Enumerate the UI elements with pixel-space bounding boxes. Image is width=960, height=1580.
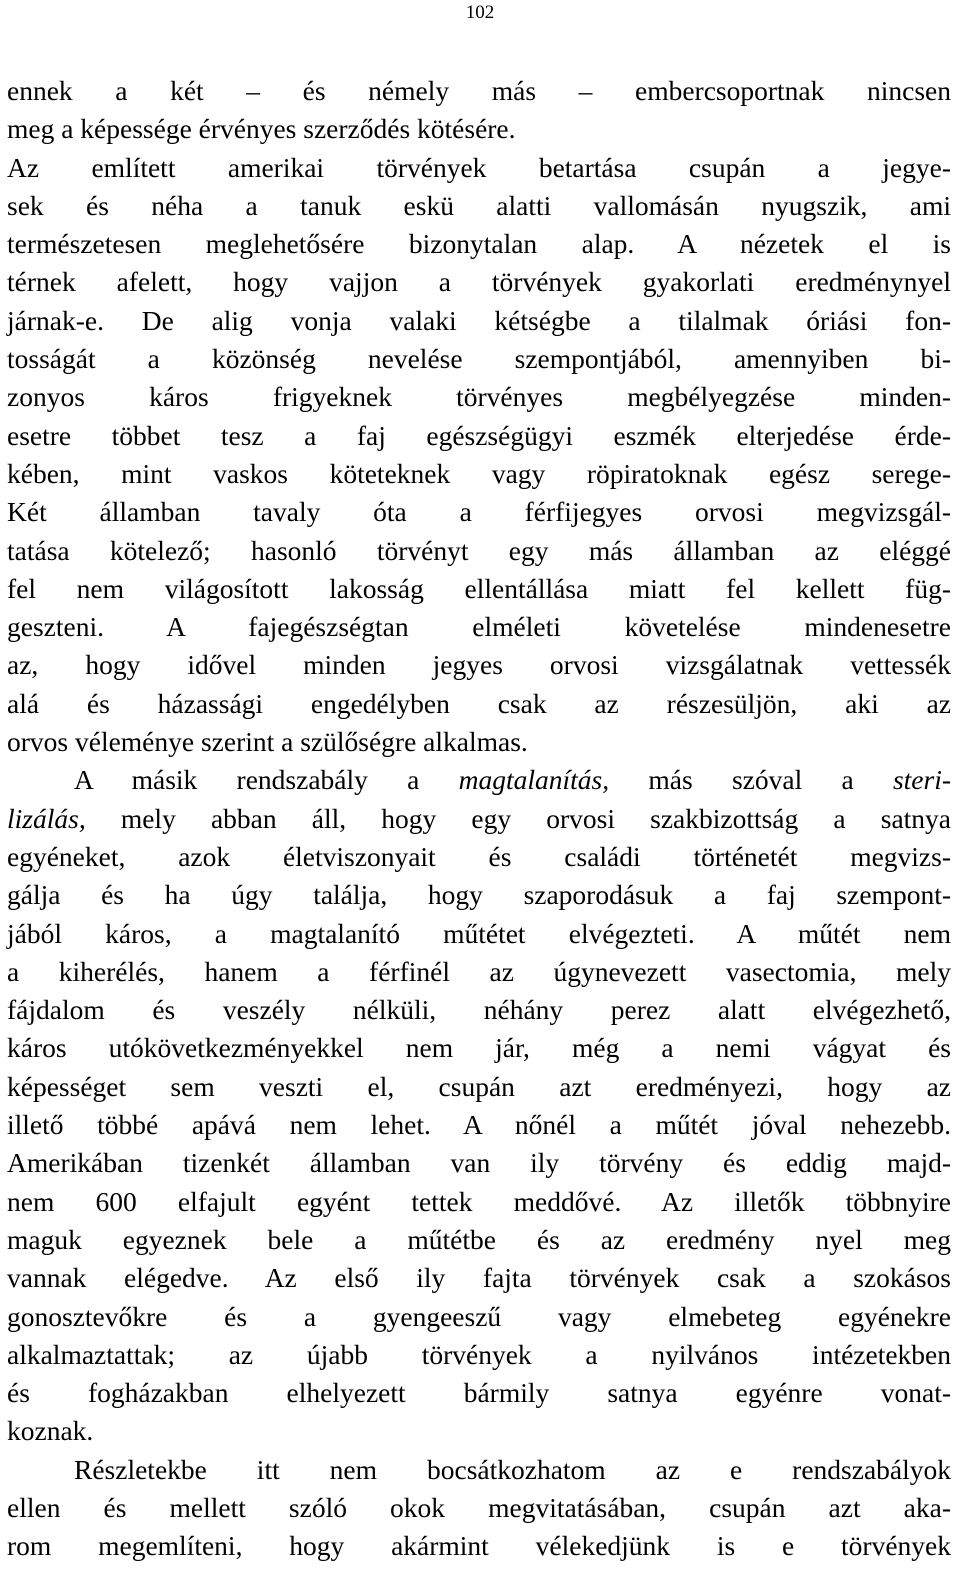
- text-line: az, hogy idővel minden jegyes orvosi vizsgálatnak vettessék: [7, 649, 951, 681]
- text-line: Amerikában tizenkét államban van ily törvény és eddig majd-: [7, 1147, 951, 1179]
- text-line: koznak.: [7, 1415, 94, 1447]
- text-line: alá és házassági engedélyben csak az részesüljön, aki az: [7, 687, 951, 719]
- text-line: egyéneket, azok életviszonyait és családi történetét megvizs-: [7, 840, 951, 872]
- text-line: káros utókövetkezményekkel nem jár, még a nemi vágyat és: [7, 1032, 951, 1064]
- text-line: Részletekbe itt nem bocsátkozhatom az e rendszabályok: [74, 1453, 951, 1485]
- text-line: maguk egyeznek bele a műtétbe és az eredmény nyel meg: [7, 1223, 951, 1255]
- text-line: természetesen meglehetősére bizonytalan alap. A nézetek el is: [7, 228, 951, 260]
- text-line: ennek a két – és némely más – embercsoportnak nincsen: [7, 75, 951, 106]
- text-line: fel nem világosított lakosság ellentállása miatt fel kellett füg-: [7, 572, 951, 604]
- text-line: nem 600 elfajult egyént tettek meddővé. Az illetők többnyire: [7, 1185, 951, 1217]
- text-line: fájdalom és veszély nélküli, néhány perez alatt elvégezhető,: [7, 994, 951, 1026]
- text-line: kében, mint vaskos köteteknek vagy röpiratoknak egész serege-: [7, 457, 951, 489]
- text-line: tatása kötelező; hasonló törvényt egy más államban az eléggé: [7, 534, 951, 566]
- text-line: vannak elégedve. Az első ily fajta törvények csak a szokásos: [7, 1262, 951, 1294]
- text-line: rom megemlíteni, hogy akármint vélekedjünk is e törvények: [7, 1530, 951, 1562]
- text-line: meg a képessége érvényes szerződés kötésére.: [7, 113, 516, 145]
- text-line: járnak-e. De alig vonja valaki kétségbe a tilalmak óriási fon-: [7, 304, 951, 336]
- text-line: térnek afelett, hogy vajjon a törvények gyakorlati eredménynyel: [7, 266, 951, 298]
- text-line: ellen és mellett szóló okok megvitatásában, csupán azt aka-: [7, 1491, 951, 1523]
- text-line: alkalmaztattak; az újabb törvények a nyilvános intézetekben: [7, 1338, 951, 1370]
- text-line: képességet sem veszti el, csupán azt eredményezi, hogy az: [7, 1070, 951, 1102]
- text-line: geszteni. A fajegészségtan elméleti követelése mindenesetre: [7, 611, 951, 643]
- text-line: gonosztevőkre és a gyengeeszű vagy elmebeteg egyénekre: [7, 1300, 951, 1332]
- text-line: illető többé apává nem lehet. A nőnél a műtét jóval nehezebb.: [7, 1109, 951, 1141]
- text-line: orvos véleménye szerint a szülőségre alkalmas.: [7, 726, 528, 758]
- text-line: Az említett amerikai törvények betartása csupán a jegye-: [7, 151, 951, 183]
- text-line: Két államban tavaly óta a férfijegyes orvosi megvizsgál-: [7, 496, 951, 528]
- text-line: esetre többet tesz a faj egészségügyi eszmék elterjedése érde-: [7, 419, 951, 451]
- text-line: zonyos káros frigyeknek törvényes megbélyegzése minden-: [7, 381, 951, 413]
- page-number: 102: [465, 2, 495, 23]
- text-line: és fogházakban elhelyezett bármily satnya egyénre vonat-: [7, 1377, 951, 1409]
- text-line: jából káros, a magtalanító műtétet elvégezteti. A műtét nem: [7, 917, 951, 949]
- text-line: gálja és ha úgy találja, hogy szaporodásuk a faj szempont-: [7, 879, 951, 911]
- text-line: lizálás, mely abban áll, hogy egy orvosi szakbizottság a satnya: [7, 802, 951, 834]
- text-line: sek és néha a tanuk eskü alatti vallomásán nyugszik, ami: [7, 189, 951, 221]
- text-line: a kiherélés, hanem a férfinél az úgynevezett vasectomia, mely: [7, 955, 951, 987]
- page-body: [7, 72, 951, 1566]
- text-line: tosságát a közönség nevelése szempontjából, amennyiben bi-: [7, 343, 951, 375]
- text-line: A másik rendszabály a magtalanítás, más szóval a steri-: [74, 764, 951, 796]
